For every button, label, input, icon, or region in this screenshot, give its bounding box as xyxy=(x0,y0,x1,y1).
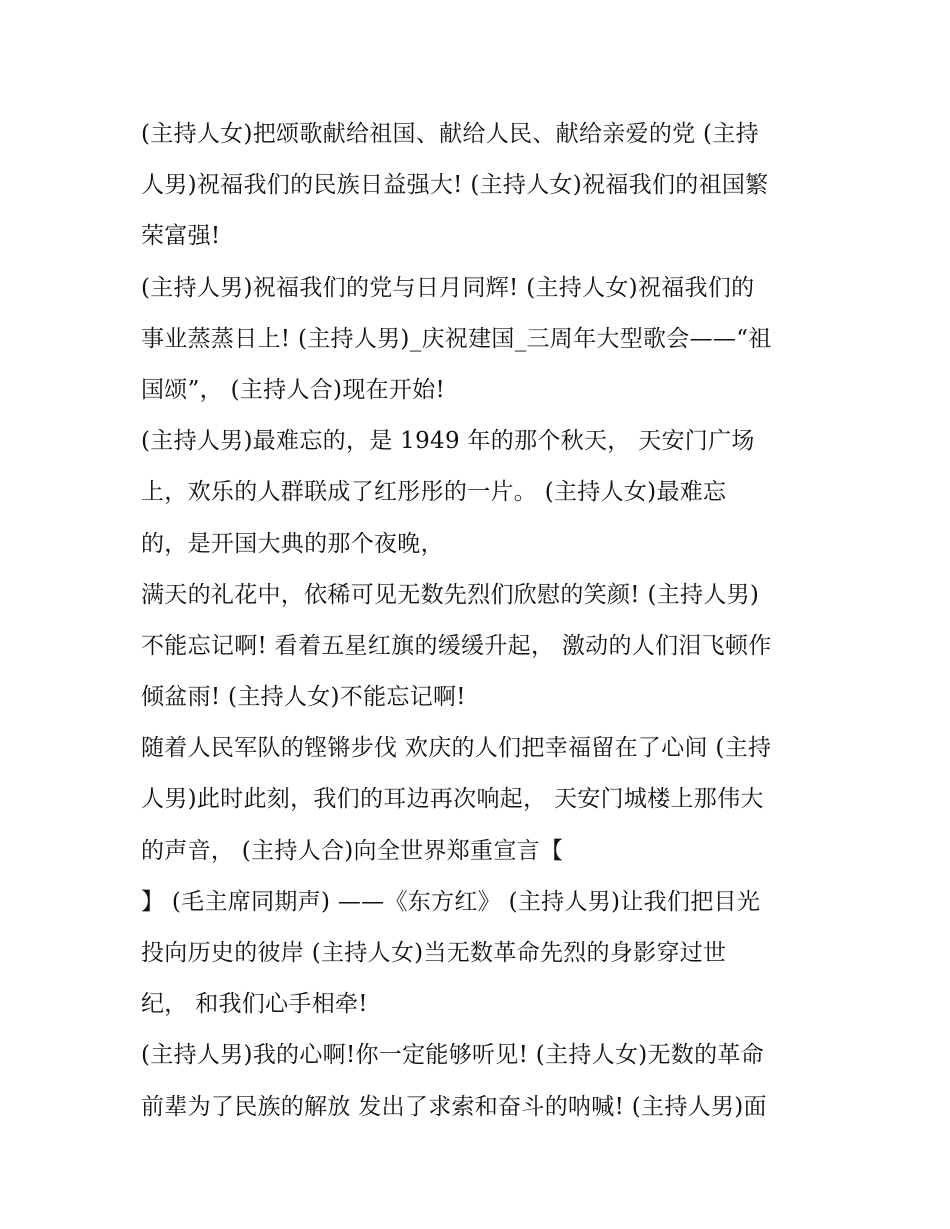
text-line-11: 不能忘记啊! 看着五星红旗的缓缓升起， 激动的人们泪飞顿作 xyxy=(141,632,772,659)
text-line-20: 前辈为了民族的解放 发出了求索和奋斗的呐喊! (主持人男)面 xyxy=(141,1093,767,1120)
text-line-13: 随着人民军队的铿锵步伐 欢庆的人们把幸福留在了心间 (主持 xyxy=(141,735,772,762)
text-line-6: 国颂”， (主持人合)现在开始! xyxy=(141,376,446,403)
text-line-16: 】 (毛主席同期声) ——《东方红》 (主持人男)让我们把目光 xyxy=(141,888,761,915)
text-line-1: (主持人女)把颂歌献给祖国、献给人民、献给亲爱的党 (主持 xyxy=(141,121,759,147)
text-line-3: 荣富强! xyxy=(141,223,221,250)
text-line-10: 满天的礼花中，依稀可见无数先烈们欣慰的笑颜! (主持人男) xyxy=(141,581,760,608)
text-line-15: 的声音， (主持人合)向全世界郑重宣言【 xyxy=(141,837,564,864)
text-line-7: (主持人男)最难忘的，是 1949 年的那个秋天， 天安门广场 xyxy=(141,428,755,455)
body-text xyxy=(141,109,821,1133)
text-line-14: 人男)此时此刻，我们的耳边再次响起， 天安门城楼上那伟大 xyxy=(141,786,764,813)
text-line-17: 投向历史的彼岸 (主持人女)当无数革命先烈的身影穿过世 xyxy=(141,940,727,966)
text-line-18: 纪， 和我们心手相牵! xyxy=(141,991,368,1018)
text-line-2: 人男)祝福我们的民族日益强大! (主持人女)祝福我们的祖国繁 xyxy=(141,172,769,199)
text-line-5: 事业蒸蒸日上! (主持人男)_庆祝建国_三周年大型歌会——“祖 xyxy=(141,325,772,352)
text-line-9: 的，是开国大典的那个夜晚， xyxy=(141,530,444,557)
text-line-8: 上，欢乐的人群联成了红彤彤的一片。 (主持人女)最难忘 xyxy=(141,479,727,506)
text-line-19: (主持人男)我的心啊!你一定能够听见! (主持人女)无数的革命 xyxy=(141,1042,764,1069)
text-line-12: 倾盆雨! (主持人女)不能忘记啊! xyxy=(141,684,466,711)
text-line-4: (主持人男)祝福我们的党与日月同辉! (主持人女)祝福我们的 xyxy=(141,274,755,301)
